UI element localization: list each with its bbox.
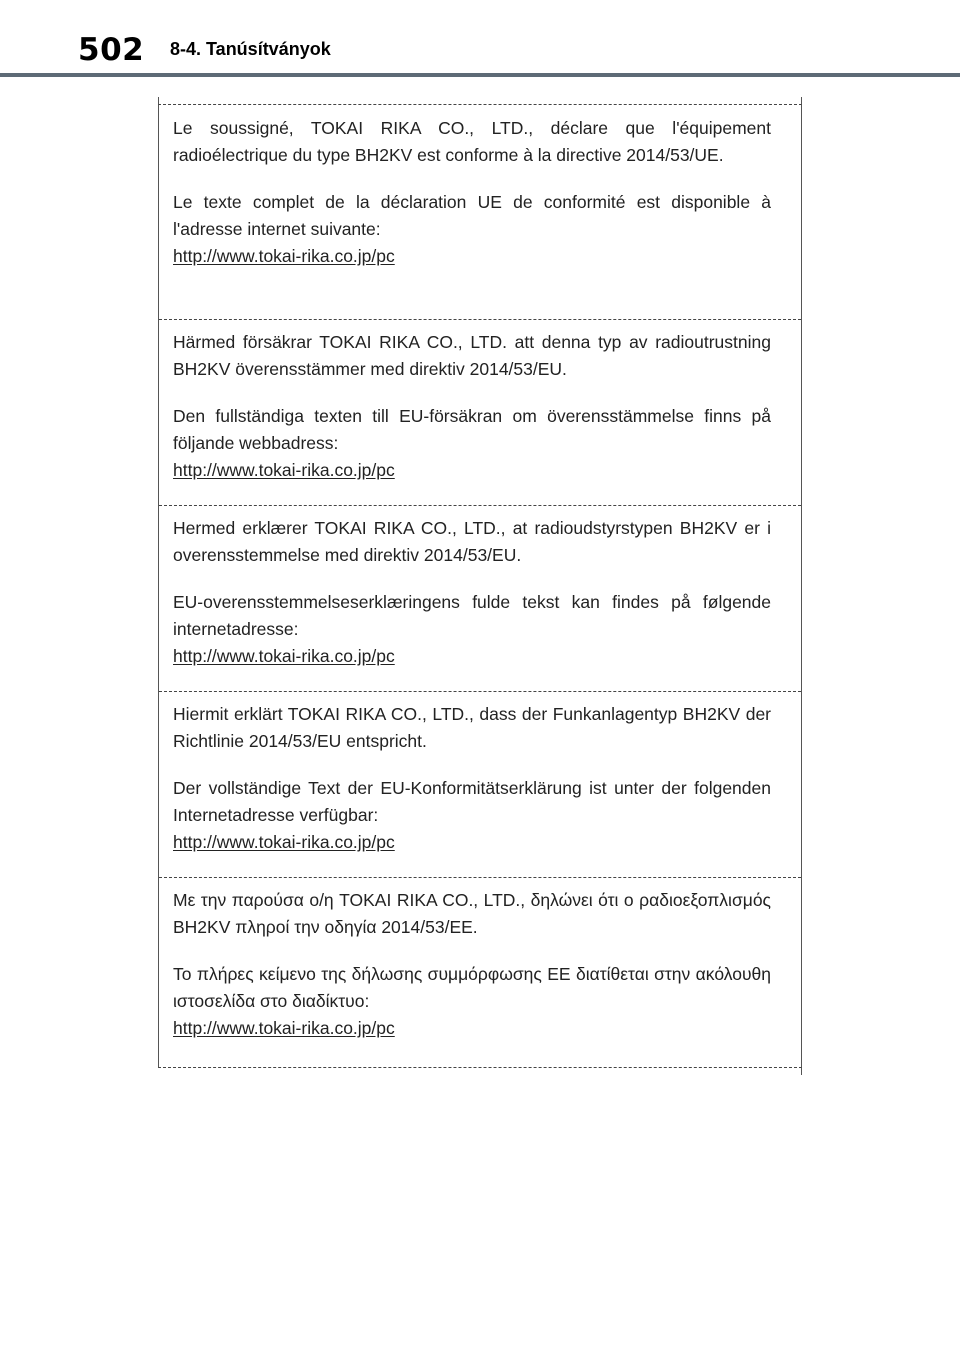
declaration-url-link[interactable]: http://www.tokai-rika.co.jp/pc <box>173 1018 395 1038</box>
declarations-panel <box>158 104 802 1068</box>
declaration-text: Hiermit erklärt TOKAI RIKA CO., LTD., dass der Funkanlagentyp BH2KV der Richtlinie 2014/53/EU entspricht. <box>173 704 771 751</box>
header-rule <box>0 73 960 77</box>
availability-text: Den fullständiga texten till EU-försäkran om överensstämmelse finns på följande webbadress: <box>173 406 771 453</box>
availability-text: Το πλήρες κείμενο της δήλωσης συμμόρφωσης ΕΕ διατίθεται στην ακόλουθη ιστοσελίδα στο διαδίκτυο: <box>173 964 771 1011</box>
declaration-url-link[interactable]: http://www.tokai-rika.co.jp/pc <box>173 246 395 266</box>
page-number: 502 <box>78 32 145 68</box>
availability-text: EU-overensstemmelseserklæringens fulde tekst kan findes på følgende internetadresse: <box>173 592 771 639</box>
page-header <box>0 0 960 78</box>
declaration-text: Hermed erklærer TOKAI RIKA CO., LTD., at radioudstyrstypen BH2KV er i overensstemmelse med direktiv 2014/53/EU. <box>173 518 771 565</box>
declaration-text: Με την παρούσα ο/η TOKAI RIKA CO., LTD., δηλώνει ότι ο ραδιοεξοπλισμός BH2KV πληροί την οδηγία 2014/53/ΕΕ. <box>173 890 771 937</box>
declaration-text: Le soussigné, TOKAI RIKA CO., LTD., déclare que l'équipement radioélectrique du type BH2KV est conforme à la directive 2014/53/UE. <box>173 118 771 165</box>
declaration-section-da <box>159 505 801 670</box>
corner-tick-bottom-right <box>801 1067 802 1075</box>
declaration-section-sv <box>159 319 801 484</box>
declaration-section-de <box>159 691 801 856</box>
declaration-text: Härmed försäkrar TOKAI RIKA CO., LTD. att denna typ av radioutrustning BH2KV överensstämmer med direktiv 2014/53/EU. <box>173 332 771 379</box>
declaration-url-link[interactable]: http://www.tokai-rika.co.jp/pc <box>173 460 395 480</box>
declaration-url-link[interactable]: http://www.tokai-rika.co.jp/pc <box>173 832 395 852</box>
declaration-section-el <box>159 877 801 1042</box>
declaration-url-link[interactable]: http://www.tokai-rika.co.jp/pc <box>173 646 395 666</box>
section-title: 8-4. Tanúsítványok <box>170 39 331 59</box>
declaration-section-fr <box>159 105 801 270</box>
availability-text: Le texte complet de la déclaration UE de conformité est disponible à l'adresse internet suivante: <box>173 192 771 239</box>
availability-text: Der vollständige Text der EU-Konformitätserklärung ist unter der folgenden Internetadresse verfügbar: <box>173 778 771 825</box>
